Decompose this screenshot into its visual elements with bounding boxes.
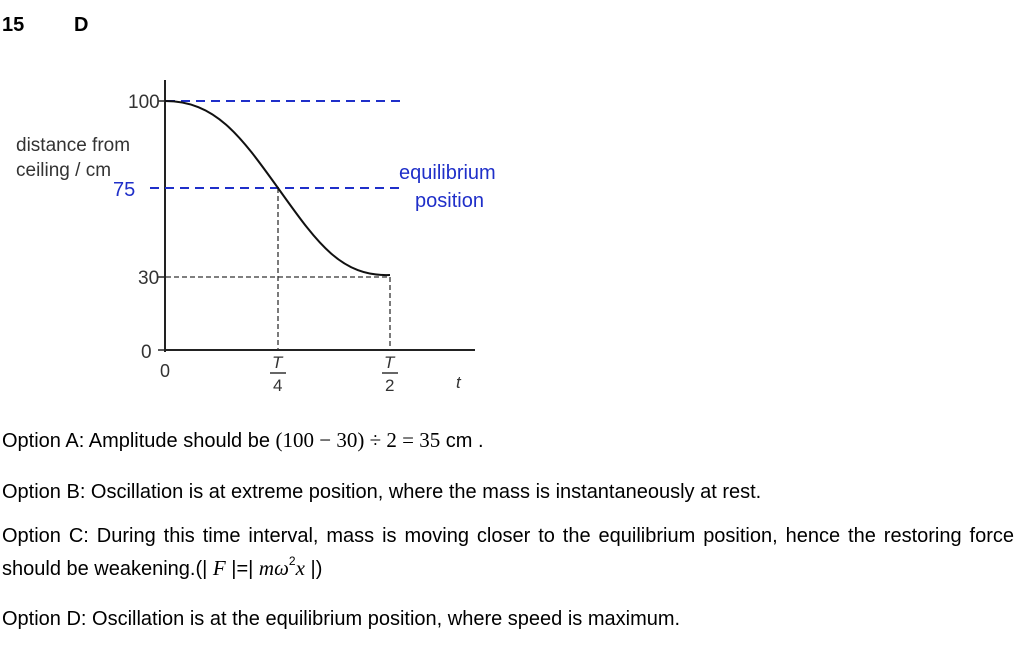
y-tick-0: 0: [141, 342, 152, 363]
y-tick-30: 30: [138, 268, 160, 289]
option-c-text: Option C: During this time interval, mass is moving closer to the equilibrium position, hence the restoring force should be weakening.: [2, 525, 1014, 580]
option-a-unit: cm .: [440, 430, 484, 452]
y-tick-75: 75: [113, 179, 136, 201]
y-tick-100: 100: [128, 92, 160, 113]
x-tick-half-num: T: [384, 353, 395, 372]
x-axis-label-t: t: [456, 373, 461, 392]
x-tick-quarter-den: 4: [273, 376, 283, 395]
option-d: Option D: Oscillation is at the equilibrium position, where speed is maximum.: [2, 608, 681, 630]
option-c: [2, 520, 1014, 585]
option-b: Option B: Oscillation is at extreme position, where the mass is instantaneously at rest.: [2, 481, 762, 503]
annotation-equilibrium: equilibrium: [399, 162, 496, 184]
option-c-formula: (| F |=| $m\omega^2x$ |): [195, 554, 323, 580]
annotation-position: position: [415, 190, 484, 212]
y-axis-label-line2: ceiling / cm: [16, 160, 112, 181]
x-tick-half-den: 2: [385, 376, 395, 395]
answer-letter: D: [74, 14, 89, 36]
option-a-text: Option A: Amplitude should be: [2, 430, 276, 452]
y-axis-label-line1: distance from: [16, 135, 131, 156]
displacement-time-graph: [0, 70, 540, 410]
x-tick-origin: 0: [160, 361, 171, 381]
option-a: [2, 424, 484, 457]
x-tick-quarter-num: T: [272, 353, 283, 372]
option-a-formula: (100 − 30) ÷ 2 = 35: [275, 428, 441, 452]
question-number: 15: [2, 14, 25, 36]
